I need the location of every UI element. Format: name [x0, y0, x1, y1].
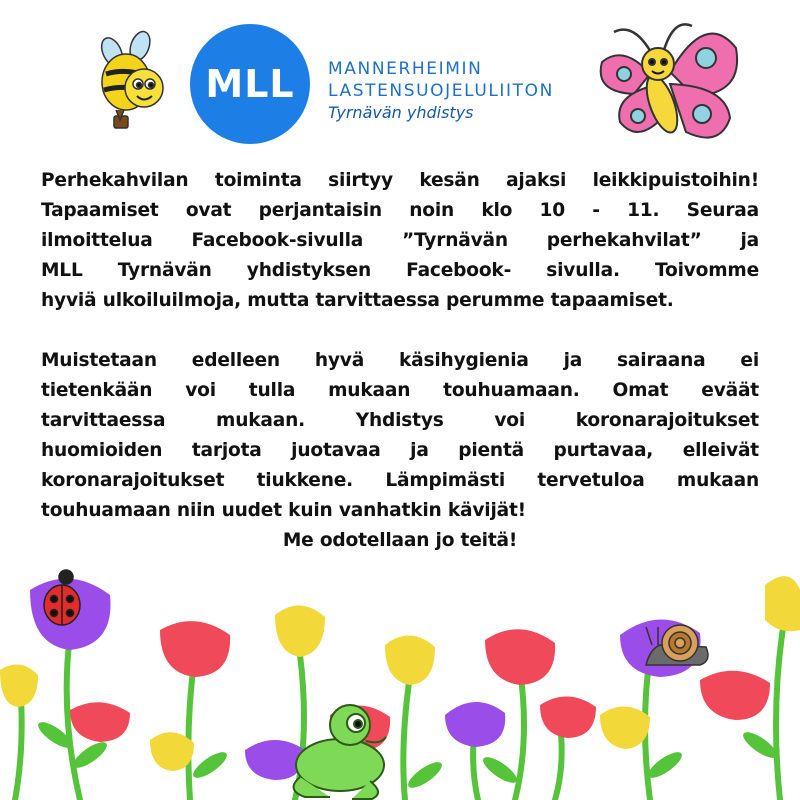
bee-icon [92, 30, 172, 140]
text-line: Tapaamiset ovat perjantaisin noin klo 10 - 11. Seuraa [41, 200, 759, 221]
header [0, 0, 800, 150]
text-line: MLL Tyrnävän yhdistyksen Facebook- sivulla. Toivomme [41, 260, 759, 281]
text-line: huomioiden tarjota juotavaa ja pientä purtavaa, elleivät [41, 440, 759, 461]
text-line: hyviä ulkoiluilmoja, mutta tarvittaessa perumme tapaamiset. [41, 290, 674, 311]
text-line: tietenkään voi tulla mukaan touhuamaan. Omat eväät [41, 380, 759, 401]
text-line: touhuamaan niin uudet kuin vanhatkin kävijät! [41, 500, 526, 521]
ladybug-icon [44, 570, 80, 625]
text-line: Perhekahvilan toiminta siirtyy kesän ajaksi leikkipuistoihin! [41, 170, 759, 191]
organization-name [328, 58, 554, 124]
text-line: koronarajoitukset tiukkene. Lämpimästi tervetuloa mukaan [41, 470, 759, 491]
logo-initials: MLL [205, 62, 295, 106]
text-line: tarvittaessa mukaan. Yhdistys voi koronarajoitukset [41, 410, 759, 431]
butterfly-icon [594, 14, 744, 149]
org-line-2: LASTENSUOJELULIITON [328, 81, 554, 101]
paragraph-1 [41, 166, 759, 316]
flower-garden [0, 565, 800, 800]
text-line: Muistetaan edelleen hyvä käsihygienia ja sairaana ei [41, 350, 759, 371]
org-line-1: MANNERHEIMIN [328, 59, 483, 79]
mll-logo [190, 24, 310, 144]
flower-icons [0, 576, 800, 800]
announcement [41, 166, 759, 556]
text-line: ilmoittelua Facebook-sivulla ”Tyrnävän perhekahvilat” ja [41, 230, 759, 251]
closing-line: Me odotellaan jo teitä! [282, 530, 518, 551]
paragraph-2 [41, 346, 759, 526]
branch-name: Tyrnävän yhdistys [328, 103, 474, 122]
